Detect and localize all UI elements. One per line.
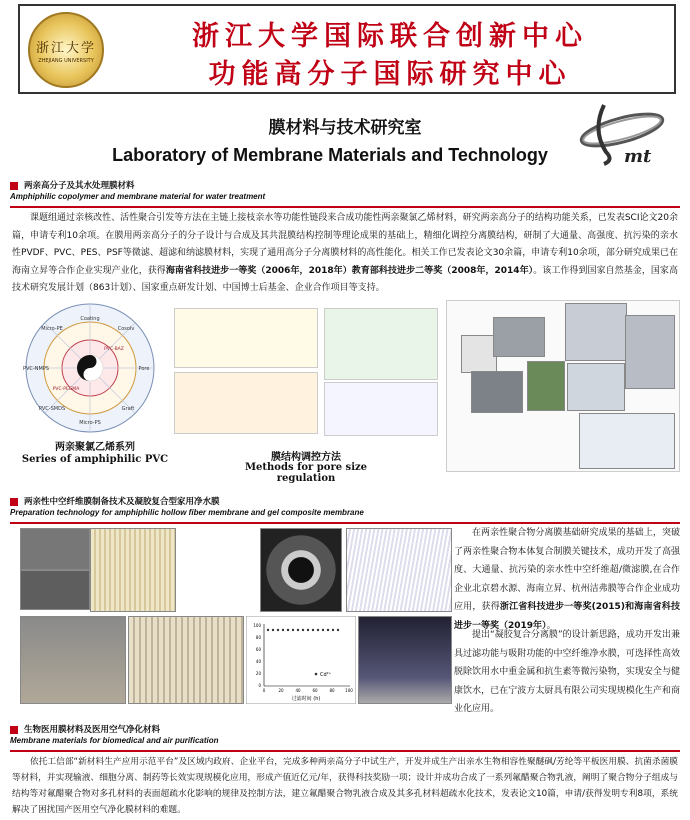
section3-divider (10, 750, 680, 752)
wheel-label-4: Micro-PS (79, 420, 101, 426)
fiber-cross-section-photo (20, 528, 90, 570)
section2-paragraph2: 提出“凝胶复合分离膜”的设计新思路，成功开发出兼具过滤功能与吸附功能的中空纤维净水膜，可选择性高效脱除饮用水中重金属和抗生素等微污染物，实现安全与健康饮水，已在宁波方太厨具有限公司实现规模化生产和商业化应用。 (454, 630, 680, 714)
plot-y-tick-0: 100 (253, 623, 261, 628)
plant-photo (567, 363, 625, 411)
wheel-label-0: Coating (80, 316, 100, 322)
plot-xlabel: 过滤时间 (h) (291, 696, 321, 702)
section1-title-cn: 两亲高分子及其水处理膜材料 (24, 181, 135, 191)
plot-x-tick-3: 60 (312, 688, 318, 693)
caption2-en: Methods for pore size regulation (244, 462, 368, 484)
membrane-module-rack-photo (128, 616, 244, 704)
plot-y-tick-2: 60 (255, 647, 261, 652)
caption2-cn: 膜结构调控方法 (271, 452, 341, 463)
fiber-surface-photo (20, 570, 90, 610)
section1-divider (10, 206, 680, 208)
wheel-label-5: PVC-SMDS (38, 406, 66, 412)
section1-awards: 海南省科技进步一等奖（2006年，2018年）教育部科技进步二等奖（2008年，2014年） (165, 265, 534, 276)
plot-y-tick-5: 0 (258, 683, 261, 688)
section2-title-en: Preparation technology for amphiphilic hollow fiber membrane and gel composite membrane (10, 508, 364, 517)
logo-en: ZHEJIANG UNIVERSITY (38, 57, 94, 64)
wheel-label-7: Micro-PE (41, 326, 63, 332)
wheel-label-2: Pore (138, 366, 150, 372)
plot-x-tick-0: 0 (262, 688, 266, 693)
membrane-surface-photo (461, 335, 497, 373)
plot-x-tick-1: 20 (278, 688, 284, 693)
plot-y-tick-3: 40 (255, 659, 261, 664)
logo-cn: 浙江大学 (35, 40, 96, 56)
plot-y-tick-1: 80 (255, 635, 261, 640)
section2-marker (10, 498, 18, 506)
wheel-label-6: PVC-NMPS (23, 366, 49, 372)
header-banner (18, 4, 676, 94)
plot-points (267, 629, 339, 631)
module-photo (565, 303, 627, 361)
pvc-wheel-diagram (10, 300, 170, 450)
wheel-label-8: PVC-BAZ (104, 347, 124, 352)
lab-logo-icon (574, 100, 674, 170)
wheel-label-1: Cosolv (117, 326, 135, 332)
pore-structure-image (324, 308, 438, 380)
wheel-label-3: Graft (121, 406, 135, 412)
section3-paragraph: 依托工信部“新材料生产应用示范平台”及区域内政府、企业平台，完成多种两亲高分子中试生产，开发并成生产出亲水生物相容性聚醚砜/芳纶等平板医用膜、抗菌杀菌膜等材料，并实现输液、细胞分离、制药等长效实现规模化应用，形成产值近亿元/年，获得科技奖励一项；设计并成功合成了一系列氟醋聚合物乳液，阐明了聚合物分子组成与结构等对氟醋聚合物对多孔材料的表面超疏水化影响的规律及控制方法，建立氟醋聚合物乳液合成及其多孔材料超疏水化技术，发表论文10篇，申请/获得发明专利8项，系统解决了困扰国产医用空气净化膜材料的难题。 (12, 757, 678, 815)
wheel-label-9: PVC-PEGMA (52, 387, 80, 392)
header-title-line2: 功能高分子国际研究中心 (208, 59, 572, 90)
section1-marker (10, 182, 18, 190)
lab-logo-text: mt (624, 146, 652, 167)
lab-name-cn: 膜材料与技术研究室 (268, 118, 422, 138)
fiber-bundle-photo (90, 528, 176, 612)
section2-text-a: 在两亲性聚合物分离膜基础研究成果的基础上，突破了两亲性聚合物本体复合制膜关键技术，成功开发了高强度、大通量、抗污染的亲水性中空纤维超/微滤膜,在合作企业北京碧水源、海南立昇、杭州洁弗膜等合作企业成功应用，获得 (454, 528, 680, 612)
membrane-products-collage (446, 300, 680, 472)
sem-photo-1 (493, 317, 545, 357)
production-line-photo (20, 616, 126, 704)
lab-name-en: Laboratory of Membrane Materials and Technology (112, 145, 548, 165)
section3-title-cn: 生物医用膜材料及医用空气净化材料 (24, 725, 161, 735)
hollow-fiber-photo (527, 361, 565, 411)
plot-x-tick-2: 40 (295, 688, 301, 693)
filter-products-photo (579, 413, 675, 469)
section2-paragraph1 (454, 524, 680, 635)
white-fibers-photo (346, 528, 452, 612)
caption1-en: Series of amphiphilic PVC (21, 454, 169, 465)
caption1-cn: 两亲聚氯乙烯系列 (55, 442, 135, 453)
section1-paragraph (12, 210, 678, 298)
plot-x-tick-4: 80 (329, 688, 335, 693)
section1-title-en: Amphiphilic copolymer and membrane material for water treatment (10, 192, 266, 201)
section2-awards: 浙江省科技进步一等奖(2015)和海南省科技进步一等奖（2019年） (454, 602, 680, 631)
section2-text-b: 。 (546, 620, 556, 631)
sem-photo-2 (471, 371, 523, 413)
plot-x-tick-5: 100 (345, 688, 353, 693)
blend-mechanism-image (174, 372, 318, 434)
section3-title-en: Membrane materials for biomedical and air purification (10, 736, 219, 745)
section1-text-a: 课题组通过亲核改性、活性聚合引发等方法在主链上接枝亲水等功能性链段来合成功能性两亲聚氯乙烯材料，研究两亲高分子的结构功能关系，已发表SCI论文20余篇，申请专利10余项。在膜用两亲高分子的分子设计与合成及其共混膜结构控制等理论成果的基础上，精细化调控分离膜结构，研制了大通量、高强度、抗污染的亲水性PVDF、PVC、PES、PSF等微滤、超滤和纳滤膜材料，实现了通用高分子分离膜材料的高性能化。相关工作已发表论文30余篇，申请专利10余项，部分研究成果已在海南立昇等合作企业实现产业化，获得 (12, 213, 678, 276)
polymer-network-image (324, 382, 438, 436)
synthesis-scheme-image (174, 308, 318, 368)
header-title-line1: 浙江大学国际联合创新中心 (192, 21, 588, 52)
section2-title-cn: 两亲性中空纤维膜制备技术及凝胶复合型家用净水膜 (24, 497, 220, 507)
fiber-sem-photo (260, 528, 342, 612)
plot-y-tick-4: 20 (255, 671, 261, 676)
equipment-photo (625, 315, 675, 389)
award-ceremony-photo (358, 616, 452, 704)
section1-text-b: 。该工作得到国家自然基金，国家高技术研究发展计划（863计划）、国家重点研发计划、中国博士后基金、企业合作项目等支持。 (12, 265, 678, 293)
plot-legend: Cd²⁺ (320, 672, 332, 678)
cd-removal-plot (246, 616, 356, 704)
university-logo-icon (28, 12, 104, 88)
section3-marker (10, 726, 18, 734)
